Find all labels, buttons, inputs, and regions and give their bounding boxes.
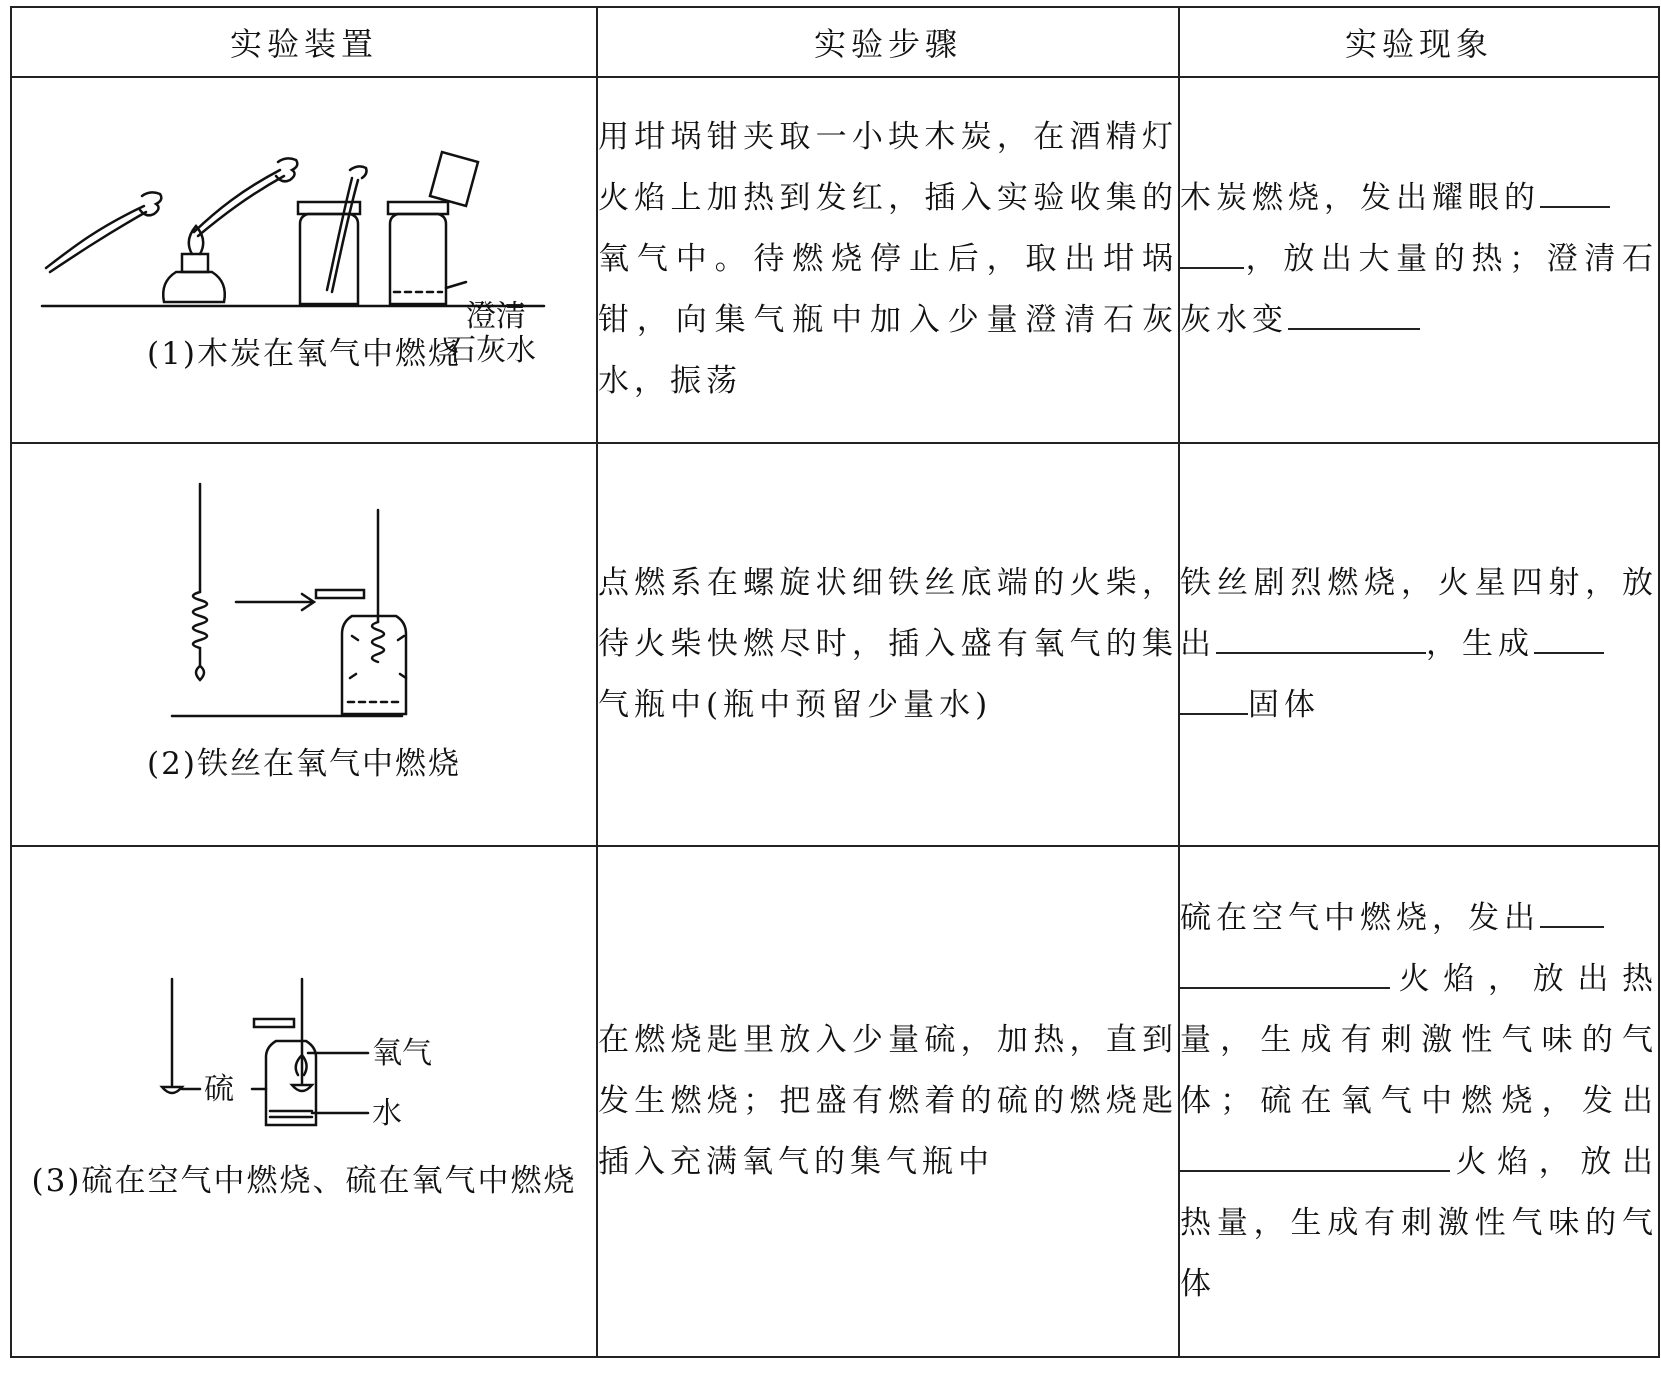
apparatus-cell [11,77,597,443]
table-row [11,443,1659,847]
table-row [11,77,1659,443]
phenomenon-text: 火焰，放出热量，生成有刺激性气味的气体；硫在氧气中燃烧，发出 [1180,961,1658,1120]
header-phenomenon: 实验现象 [1179,7,1659,77]
answer-blank[interactable] [1288,294,1420,330]
phenomenon-text: 木炭燃烧，发出耀眼的 [1180,180,1540,217]
phenomenon-text: ，生成 [1426,625,1534,662]
phenomenon-text: 硫在空气中燃烧，发出 [1180,900,1540,937]
phenomenon-text: 固体 [1248,686,1320,723]
header-apparatus: 实验装置 [11,7,597,77]
answer-blank[interactable] [1180,953,1390,989]
answer-blank[interactable] [1216,618,1426,654]
figure-caption: (1)木炭在氧气中燃烧 [147,336,461,373]
iron-apparatus-drawing [12,444,596,847]
apparatus-cell [11,846,597,1357]
charcoal-apparatus-drawing [12,78,596,443]
apparatus-cell [11,443,597,847]
header-row [11,7,1659,77]
steps-cell: 用坩埚钳夹取一小块木炭，在酒精灯火焰上加热到发红，插入实验收集的氧气中。待燃烧停止后，取出坩埚钳，向集气瓶中加入少量澄清石灰水，振荡 [597,77,1179,443]
figure-caption: (2)铁丝在氧气中燃烧 [147,745,461,782]
charcoal-apparatus-figure [12,78,596,442]
figure-label: 石灰水 [446,333,536,369]
answer-blank[interactable] [1180,233,1244,269]
figure-label: 氧气 [372,1036,432,1072]
answer-blank[interactable] [1540,892,1604,928]
phenomenon-text: 火焰，放出热量，生成有刺激性气味的气体 [1180,1144,1658,1303]
answer-blank[interactable] [1540,172,1610,208]
table-row [11,846,1659,1357]
figure-label: 硫 [204,1072,234,1108]
iron-apparatus-figure [12,444,596,846]
steps-cell: 点燃系在螺旋状细铁丝底端的火柴，待火柴快燃尽时，插入盛有氧气的集气瓶中(瓶中预留少量水) [597,443,1179,847]
phenomenon-cell [1179,443,1659,847]
answer-blank[interactable] [1180,1136,1450,1172]
figure-caption: (3)硫在空气中燃烧、硫在氧气中燃烧 [31,1163,577,1200]
sulfur-apparatus-figure [12,847,596,1356]
answer-blank[interactable] [1180,679,1248,715]
header-steps: 实验步骤 [597,7,1179,77]
phenomenon-text: ，放出大量的热；澄清石灰水变 [1180,241,1658,339]
steps-cell: 在燃烧匙里放入少量硫，加热，直到发生燃烧；把盛有燃着的硫的燃烧匙插入充满氧气的集气瓶中 [597,846,1179,1357]
answer-blank[interactable] [1534,618,1604,654]
figure-label: 澄清 [466,299,526,335]
sulfur-apparatus-drawing [12,847,596,1357]
figure-label: 水 [372,1096,402,1132]
experiment-table [10,6,1660,1358]
phenomenon-cell [1179,77,1659,443]
phenomenon-cell [1179,846,1659,1357]
phenomenon-text: 铁丝剧烈燃烧，火星四射，放出 [1180,564,1658,662]
